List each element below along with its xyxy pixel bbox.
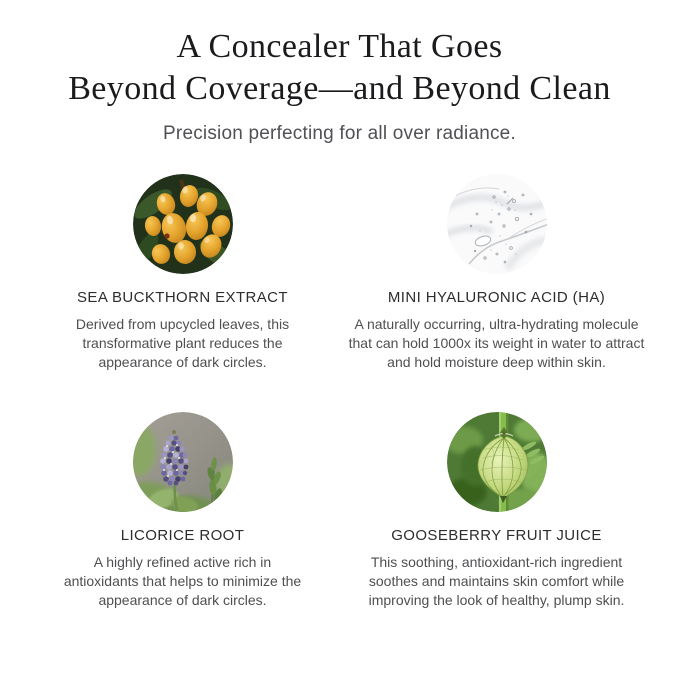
page-title	[0, 26, 679, 110]
ingredient-name: LICORICE ROOT	[120, 527, 245, 544]
ingredient-name: GOOSEBERRY FRUIT JUICE	[391, 527, 602, 544]
ingredient-name: MINI HYALURONIC ACID (HA)	[387, 289, 606, 306]
ingredient-description: This soothing, antioxidant-rich ingredient soothes and maintains skin comfort while improving the look of healthy, plump skin.	[368, 554, 625, 608]
ingredient-card-hyaluronic-acid	[347, 174, 647, 372]
page-subtitle: Precision perfecting for all over radiance.	[163, 123, 516, 144]
ingredient-card-sea-buckthorn	[33, 174, 333, 372]
ingredient-grid	[0, 174, 679, 610]
ingredient-name: SEA BUCKTHORN EXTRACT	[77, 289, 288, 306]
ingredient-card-gooseberry	[347, 412, 647, 610]
gooseberry-fruit-husk-photo	[447, 412, 547, 512]
licorice-root-flower-photo	[133, 412, 233, 512]
ingredient-description: A highly refined active rich in antioxidants that helps to minimize the appearance of dark circles.	[63, 554, 302, 608]
sea-buckthorn-berries-photo	[133, 174, 233, 274]
clear-hydrating-gel-photo	[447, 174, 547, 274]
page-title-line2: Beyond Coverage—and Beyond Clean	[68, 70, 611, 107]
page-title-line1: A Concealer That Goes	[176, 28, 503, 65]
ingredient-description: A naturally occurring, ultra-hydrating molecule that can hold 1000x its weight in water to attract and hold moisture deep within skin.	[348, 316, 645, 370]
ingredient-description: Derived from upcycled leaves, this transformative plant reduces the appearance of dark circles.	[75, 316, 290, 370]
ingredient-card-licorice-root	[33, 412, 333, 610]
